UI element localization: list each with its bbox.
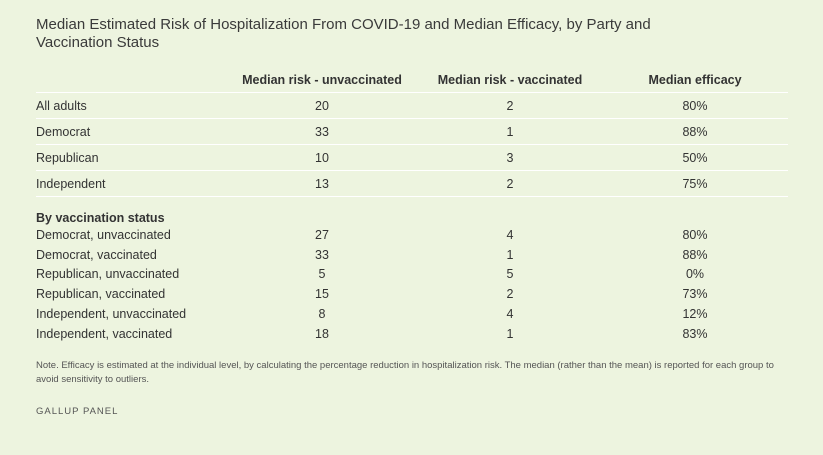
cell-unvaccinated: 33 [226,119,418,145]
row-label: Republican, vaccinated [36,287,166,302]
cell-vaccinated: 3 [418,145,602,171]
table-row [36,145,788,171]
cell-vaccinated: 1 [506,247,514,262]
cell-efficacy: 75% [602,171,788,197]
table-row [36,171,788,197]
column-header-efficacy: Median efficacy [602,68,788,93]
row-label: Republican [36,145,226,171]
row-label: Republican, unvaccinated [36,267,180,282]
cell-efficacy: 88% [602,119,788,145]
cell-vaccinated: 2 [506,287,514,302]
chart-title: Median Estimated Risk of Hospitalization From COVID-19 and Median Efficacy, by Party and Vaccination Status [36,16,651,51]
table-row [36,324,788,344]
cell-unvaccinated: 27 [315,227,329,242]
table-row [36,284,788,304]
cell-vaccinated: 4 [506,227,514,242]
cell-vaccinated: 2 [418,171,602,197]
cell-vaccinated: 1 [418,119,602,145]
cell-unvaccinated: 15 [315,287,329,302]
table-row [36,225,788,245]
cell-unvaccinated: 13 [226,171,418,197]
column-header-label [36,68,226,93]
data-table [36,68,788,344]
cell-unvaccinated: 20 [226,93,418,119]
table-row [36,304,788,324]
row-label: All adults [36,93,226,119]
row-label: Democrat [36,119,226,145]
cell-unvaccinated: 5 [318,267,326,282]
cell-efficacy: 80% [602,93,788,119]
cell-vaccinated: 4 [506,307,514,322]
cell-vaccinated: 2 [418,93,602,119]
cell-vaccinated: 1 [506,326,514,341]
row-label: Democrat, vaccinated [36,247,157,262]
row-label: Independent [36,171,226,197]
cell-efficacy: 73% [682,287,708,302]
cell-efficacy: 12% [682,307,708,322]
row-label: Democrat, unvaccinated [36,227,171,242]
cell-unvaccinated: 18 [315,326,329,341]
table-row [36,93,788,119]
table-row [36,265,788,285]
cell-unvaccinated: 8 [318,307,326,322]
cell-efficacy: 0% [685,267,705,282]
cell-efficacy: 80% [682,227,708,242]
cell-vaccinated: 5 [506,267,514,282]
section-row [36,197,788,226]
cell-efficacy: 83% [682,326,708,341]
cell-efficacy: 50% [602,145,788,171]
cell-unvaccinated: 33 [315,247,329,262]
header-row [36,68,788,93]
column-header-vaccinated: Median risk - vaccinated [418,68,602,93]
table-body [36,93,788,344]
row-label: Independent, vaccinated [36,326,173,341]
table-row [36,119,788,145]
column-header-unvaccinated: Median risk - unvaccinated [226,68,418,93]
table-row [36,245,788,265]
cell-efficacy: 88% [682,247,708,262]
section-label: By vaccination status [36,211,165,225]
source-label: GALLUP PANEL [36,406,119,417]
footnote: Note. Efficacy is estimated at the individual level, by calculating the percentage reduction in hospitalization risk. The median (rather than the mean) is reported for each group to avoid sensitivity to outliers. [36,360,774,385]
row-label: Independent, unvaccinated [36,307,187,322]
cell-unvaccinated: 10 [226,145,418,171]
